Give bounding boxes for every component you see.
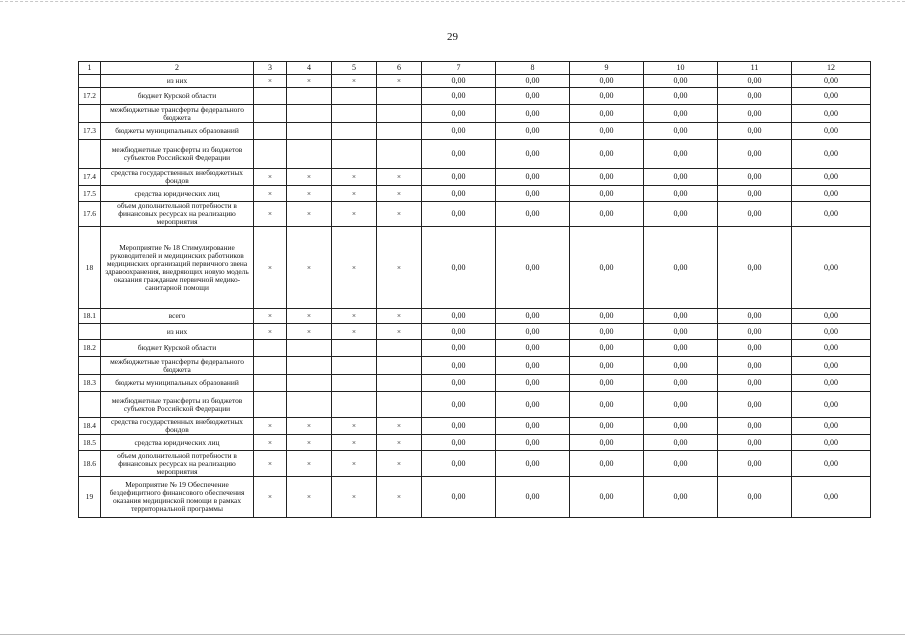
table-row [79, 123, 871, 140]
value-cell: 0,00 [792, 123, 871, 140]
value-cell: 0,00 [570, 309, 644, 324]
value-cell: 0,00 [792, 418, 871, 435]
value-cell: 0,00 [792, 340, 871, 357]
mark-cell: × [254, 202, 287, 227]
mark-cell: × [332, 418, 377, 435]
mark-cell: × [377, 435, 422, 451]
mark-cell: × [254, 227, 287, 309]
value-cell: 0,00 [644, 392, 718, 418]
mark-cell: × [254, 451, 287, 477]
value-cell: 0,00 [496, 88, 570, 105]
value-cell: 0,00 [792, 375, 871, 392]
value-cell: 0,00 [496, 418, 570, 435]
value-cell: 0,00 [422, 451, 496, 477]
mark-cell [254, 392, 287, 418]
value-cell: 0,00 [496, 375, 570, 392]
table-row [79, 418, 871, 435]
value-cell: 0,00 [792, 75, 871, 88]
header-cell: 12 [792, 62, 871, 75]
value-cell: 0,00 [496, 477, 570, 518]
mark-cell [254, 140, 287, 169]
value-cell: 0,00 [496, 227, 570, 309]
header-cell: 11 [718, 62, 792, 75]
row-name-cell: средства государственных внебюджетных фондов [101, 418, 254, 435]
value-cell: 0,00 [644, 435, 718, 451]
mark-cell [377, 340, 422, 357]
mark-cell: × [332, 186, 377, 202]
value-cell: 0,00 [496, 105, 570, 123]
value-cell: 0,00 [422, 477, 496, 518]
value-cell: 0,00 [422, 392, 496, 418]
value-cell: 0,00 [496, 451, 570, 477]
table-row [79, 340, 871, 357]
top-edge-rule [0, 1, 905, 2]
value-cell: 0,00 [718, 75, 792, 88]
value-cell: 0,00 [422, 357, 496, 375]
value-cell: 0,00 [570, 375, 644, 392]
value-cell: 0,00 [718, 227, 792, 309]
mark-cell [377, 357, 422, 375]
mark-cell [254, 88, 287, 105]
mark-cell: × [377, 202, 422, 227]
mark-cell [254, 357, 287, 375]
mark-cell [377, 140, 422, 169]
mark-cell [377, 88, 422, 105]
mark-cell [332, 357, 377, 375]
value-cell: 0,00 [570, 324, 644, 340]
mark-cell: × [377, 227, 422, 309]
mark-cell: × [332, 324, 377, 340]
mark-cell: × [377, 418, 422, 435]
mark-cell: × [287, 477, 332, 518]
value-cell: 0,00 [570, 435, 644, 451]
value-cell: 0,00 [792, 140, 871, 169]
value-cell: 0,00 [644, 123, 718, 140]
table-row [79, 451, 871, 477]
mark-cell: × [377, 477, 422, 518]
row-number-cell [79, 75, 101, 88]
value-cell: 0,00 [644, 309, 718, 324]
mark-cell: × [287, 309, 332, 324]
mark-cell: × [287, 418, 332, 435]
table-row [79, 105, 871, 123]
mark-cell [377, 123, 422, 140]
mark-cell [332, 105, 377, 123]
mark-cell: × [254, 309, 287, 324]
value-cell: 0,00 [496, 392, 570, 418]
mark-cell: × [332, 477, 377, 518]
row-number-cell: 17.4 [79, 169, 101, 186]
value-cell: 0,00 [644, 169, 718, 186]
value-cell: 0,00 [570, 105, 644, 123]
row-name-cell: бюджеты муниципальных образований [101, 123, 254, 140]
value-cell: 0,00 [644, 324, 718, 340]
mark-cell: × [254, 75, 287, 88]
header-cell: 10 [644, 62, 718, 75]
value-cell: 0,00 [792, 392, 871, 418]
value-cell: 0,00 [422, 324, 496, 340]
mark-cell: × [332, 169, 377, 186]
mark-cell [287, 123, 332, 140]
row-number-cell: 18.2 [79, 340, 101, 357]
mark-cell: × [332, 435, 377, 451]
value-cell: 0,00 [496, 324, 570, 340]
mark-cell [254, 340, 287, 357]
table-row [79, 140, 871, 169]
value-cell: 0,00 [570, 169, 644, 186]
value-cell: 0,00 [718, 202, 792, 227]
page-number: 29 [447, 31, 458, 43]
table-row [79, 227, 871, 309]
row-number-cell [79, 105, 101, 123]
value-cell: 0,00 [792, 451, 871, 477]
mark-cell [287, 340, 332, 357]
row-number-cell: 17.5 [79, 186, 101, 202]
value-cell: 0,00 [718, 88, 792, 105]
header-cell: 8 [496, 62, 570, 75]
value-cell: 0,00 [792, 324, 871, 340]
value-cell: 0,00 [718, 435, 792, 451]
value-cell: 0,00 [496, 75, 570, 88]
mark-cell: × [332, 202, 377, 227]
value-cell: 0,00 [422, 309, 496, 324]
value-cell: 0,00 [422, 202, 496, 227]
value-cell: 0,00 [644, 477, 718, 518]
value-cell: 0,00 [718, 340, 792, 357]
value-cell: 0,00 [644, 140, 718, 169]
row-number-cell [79, 140, 101, 169]
row-number-cell [79, 357, 101, 375]
mark-cell: × [332, 75, 377, 88]
value-cell: 0,00 [644, 375, 718, 392]
value-cell: 0,00 [792, 202, 871, 227]
table-body [79, 75, 871, 518]
value-cell: 0,00 [570, 140, 644, 169]
mark-cell: × [287, 75, 332, 88]
row-number-cell: 18.6 [79, 451, 101, 477]
mark-cell: × [254, 186, 287, 202]
value-cell: 0,00 [422, 169, 496, 186]
table-row [79, 88, 871, 105]
mark-cell: × [377, 451, 422, 477]
mark-cell [332, 140, 377, 169]
row-name-cell: всего [101, 309, 254, 324]
row-name-cell: бюджет Курской области [101, 340, 254, 357]
header-cell: 7 [422, 62, 496, 75]
header-cell: 6 [377, 62, 422, 75]
header-cell: 3 [254, 62, 287, 75]
row-name-cell: из них [101, 324, 254, 340]
mark-cell: × [254, 435, 287, 451]
mark-cell: × [377, 309, 422, 324]
mark-cell [377, 375, 422, 392]
row-name-cell: межбюджетные трансферты федерального бюджета [101, 105, 254, 123]
mark-cell: × [287, 435, 332, 451]
row-number-cell: 17.3 [79, 123, 101, 140]
value-cell: 0,00 [792, 227, 871, 309]
value-cell: 0,00 [792, 169, 871, 186]
row-name-cell: объем дополнительной потребности в финансовых ресурсах на реализацию мероприятия [101, 451, 254, 477]
value-cell: 0,00 [792, 435, 871, 451]
mark-cell [332, 88, 377, 105]
value-cell: 0,00 [422, 435, 496, 451]
value-cell: 0,00 [496, 140, 570, 169]
header-cell: 9 [570, 62, 644, 75]
value-cell: 0,00 [792, 309, 871, 324]
table-row [79, 375, 871, 392]
table-row [79, 435, 871, 451]
value-cell: 0,00 [792, 88, 871, 105]
mark-cell [377, 105, 422, 123]
value-cell: 0,00 [570, 451, 644, 477]
row-name-cell: средства юридических лиц [101, 435, 254, 451]
mark-cell [377, 392, 422, 418]
header-cell: 5 [332, 62, 377, 75]
row-name-cell: средства юридических лиц [101, 186, 254, 202]
table-row [79, 309, 871, 324]
value-cell: 0,00 [644, 418, 718, 435]
value-cell: 0,00 [496, 169, 570, 186]
mark-cell: × [254, 324, 287, 340]
mark-cell [287, 392, 332, 418]
mark-cell: × [377, 186, 422, 202]
mark-cell: × [254, 477, 287, 518]
value-cell: 0,00 [718, 451, 792, 477]
mark-cell: × [377, 169, 422, 186]
value-cell: 0,00 [718, 357, 792, 375]
value-cell: 0,00 [422, 123, 496, 140]
mark-cell: × [287, 451, 332, 477]
row-number-cell: 17.2 [79, 88, 101, 105]
row-name-cell: Мероприятие № 19 Обеспечение бездефицитного финансового обеспечения оказания медицинской помощи в рамках территориальной программы [101, 477, 254, 518]
mark-cell: × [332, 227, 377, 309]
value-cell: 0,00 [496, 340, 570, 357]
mark-cell [287, 105, 332, 123]
value-cell: 0,00 [718, 375, 792, 392]
table-row [79, 357, 871, 375]
value-cell: 0,00 [718, 477, 792, 518]
value-cell: 0,00 [496, 357, 570, 375]
value-cell: 0,00 [422, 186, 496, 202]
mark-cell [287, 375, 332, 392]
table-header-row [79, 62, 871, 75]
budget-table [78, 61, 871, 518]
row-name-cell: средства государственных внебюджетных фондов [101, 169, 254, 186]
value-cell: 0,00 [718, 169, 792, 186]
mark-cell [287, 88, 332, 105]
value-cell: 0,00 [422, 75, 496, 88]
row-name-cell: объем дополнительной потребности в финансовых ресурсах на реализацию мероприятия [101, 202, 254, 227]
value-cell: 0,00 [422, 375, 496, 392]
value-cell: 0,00 [496, 202, 570, 227]
value-cell: 0,00 [792, 477, 871, 518]
value-cell: 0,00 [644, 357, 718, 375]
value-cell: 0,00 [496, 309, 570, 324]
value-cell: 0,00 [570, 477, 644, 518]
table-row [79, 186, 871, 202]
table-row [79, 75, 871, 88]
mark-cell: × [254, 418, 287, 435]
mark-cell: × [254, 169, 287, 186]
value-cell: 0,00 [570, 392, 644, 418]
value-cell: 0,00 [644, 340, 718, 357]
value-cell: 0,00 [570, 340, 644, 357]
mark-cell: × [377, 324, 422, 340]
mark-cell [254, 123, 287, 140]
mark-cell: × [332, 309, 377, 324]
table-row [79, 169, 871, 186]
value-cell: 0,00 [570, 227, 644, 309]
row-name-cell: межбюджетные трансферты федерального бюджета [101, 357, 254, 375]
row-number-cell [79, 392, 101, 418]
row-name-cell: бюджеты муниципальных образований [101, 375, 254, 392]
mark-cell [332, 375, 377, 392]
mark-cell [287, 140, 332, 169]
value-cell: 0,00 [644, 227, 718, 309]
mark-cell: × [332, 451, 377, 477]
mark-cell [287, 357, 332, 375]
value-cell: 0,00 [718, 392, 792, 418]
value-cell: 0,00 [422, 418, 496, 435]
row-number-cell: 17.6 [79, 202, 101, 227]
row-number-cell: 18.3 [79, 375, 101, 392]
value-cell: 0,00 [718, 309, 792, 324]
value-cell: 0,00 [718, 186, 792, 202]
mark-cell [332, 123, 377, 140]
value-cell: 0,00 [422, 227, 496, 309]
row-number-cell: 18.1 [79, 309, 101, 324]
table-row [79, 324, 871, 340]
value-cell: 0,00 [644, 88, 718, 105]
value-cell: 0,00 [422, 340, 496, 357]
mark-cell: × [377, 75, 422, 88]
value-cell: 0,00 [644, 105, 718, 123]
row-name-cell: бюджет Курской области [101, 88, 254, 105]
header-cell: 1 [79, 62, 101, 75]
row-number-cell: 18.4 [79, 418, 101, 435]
mark-cell [332, 340, 377, 357]
value-cell: 0,00 [570, 357, 644, 375]
value-cell: 0,00 [570, 75, 644, 88]
mark-cell [254, 105, 287, 123]
mark-cell: × [287, 169, 332, 186]
row-number-cell: 19 [79, 477, 101, 518]
value-cell: 0,00 [496, 435, 570, 451]
value-cell: 0,00 [422, 140, 496, 169]
value-cell: 0,00 [718, 105, 792, 123]
row-number-cell [79, 324, 101, 340]
value-cell: 0,00 [496, 186, 570, 202]
value-cell: 0,00 [570, 123, 644, 140]
table-row [79, 202, 871, 227]
mark-cell [254, 375, 287, 392]
header-cell: 4 [287, 62, 332, 75]
value-cell: 0,00 [792, 186, 871, 202]
value-cell: 0,00 [644, 451, 718, 477]
value-cell: 0,00 [644, 75, 718, 88]
value-cell: 0,00 [570, 202, 644, 227]
value-cell: 0,00 [570, 88, 644, 105]
value-cell: 0,00 [496, 123, 570, 140]
table-row [79, 392, 871, 418]
value-cell: 0,00 [718, 418, 792, 435]
mark-cell: × [287, 202, 332, 227]
header-cell: 2 [101, 62, 254, 75]
row-number-cell: 18 [79, 227, 101, 309]
row-name-cell: межбюджетные трансферты из бюджетов субъектов Российской Федерации [101, 392, 254, 418]
row-name-cell: из них [101, 75, 254, 88]
row-name-cell: межбюджетные трансферты из бюджетов субъектов Российской Федерации [101, 140, 254, 169]
value-cell: 0,00 [718, 324, 792, 340]
value-cell: 0,00 [570, 418, 644, 435]
row-name-cell: Мероприятие № 18 Стимулирование руководителей и медицинских работников медицинских организаций первичного звена здравоохранения, внедряющих новую модель оказания гражданам первичной медико-санитарной помощи [101, 227, 254, 309]
value-cell: 0,00 [792, 105, 871, 123]
bottom-edge-rule [0, 634, 905, 635]
mark-cell: × [287, 227, 332, 309]
row-number-cell: 18.5 [79, 435, 101, 451]
mark-cell: × [287, 186, 332, 202]
value-cell: 0,00 [422, 88, 496, 105]
value-cell: 0,00 [644, 186, 718, 202]
value-cell: 0,00 [570, 186, 644, 202]
value-cell: 0,00 [422, 105, 496, 123]
value-cell: 0,00 [644, 202, 718, 227]
value-cell: 0,00 [718, 140, 792, 169]
table-row [79, 477, 871, 518]
mark-cell [332, 392, 377, 418]
value-cell: 0,00 [718, 123, 792, 140]
value-cell: 0,00 [792, 357, 871, 375]
mark-cell: × [287, 324, 332, 340]
